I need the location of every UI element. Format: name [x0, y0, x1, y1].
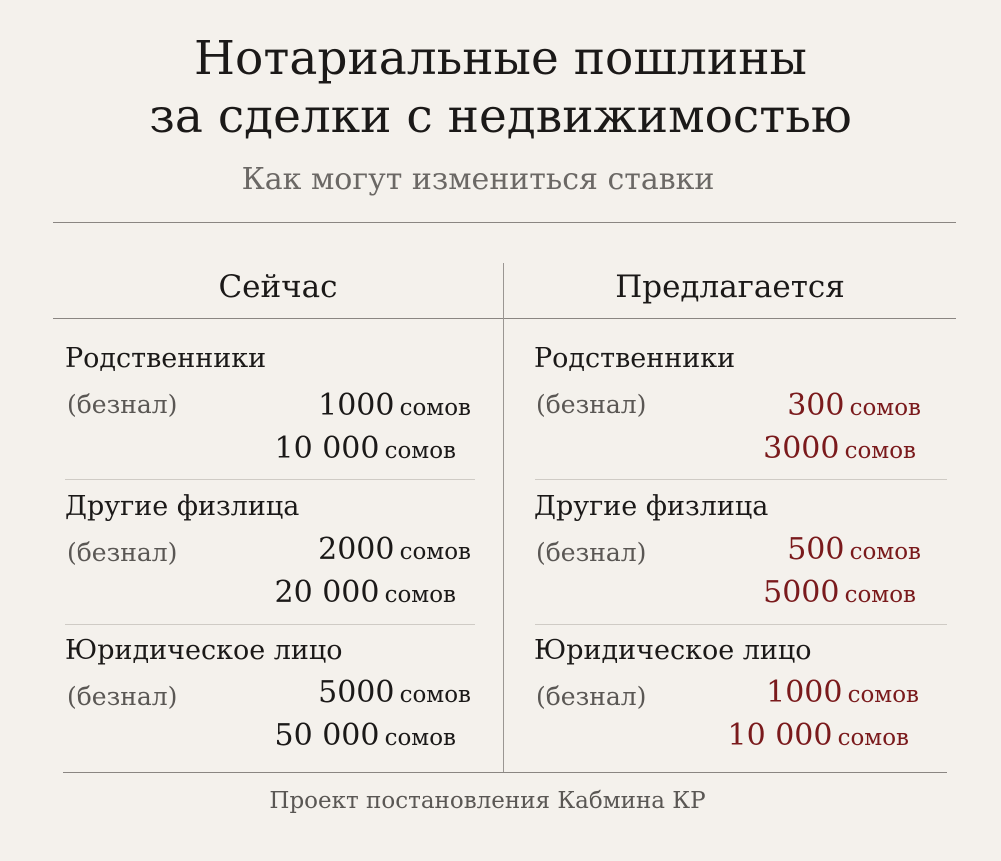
- amount-noncash: 5000 сомов: [318, 675, 471, 710]
- row-note: (безнал): [536, 390, 647, 419]
- row-note: (безнал): [67, 682, 178, 711]
- row-proposed-legal-entity: [534, 635, 954, 775]
- amount-noncash: 1000 сомов: [318, 388, 471, 423]
- row-divider: [535, 479, 947, 480]
- amount-noncash: 1000 сомов: [766, 675, 919, 710]
- column-header-proposed: Предлагается: [615, 269, 845, 305]
- row-current-relatives: [65, 343, 485, 483]
- row-note: (безнал): [536, 682, 647, 711]
- row-name: Родственники: [534, 343, 736, 374]
- amount-cash: 50 000 сомов: [274, 718, 456, 753]
- amount-cash: 10 000 сомов: [727, 718, 909, 753]
- amount-noncash: 500 сомов: [787, 532, 921, 567]
- column-divider: [503, 263, 504, 773]
- row-name: Юридическое лицо: [65, 635, 343, 666]
- row-proposed-relatives: [534, 343, 954, 483]
- row-divider: [65, 479, 475, 480]
- row-name: Другие физлица: [65, 491, 300, 522]
- row-name: Юридическое лицо: [534, 635, 812, 666]
- title-line-2: за сделки с недвижимостью: [149, 89, 852, 144]
- amount-noncash: 2000 сомов: [318, 532, 471, 567]
- amount-cash: 5000 сомов: [763, 575, 916, 610]
- subtitle: Как могут измениться ставки: [241, 162, 715, 197]
- row-divider: [535, 624, 947, 625]
- row-name: Родственники: [65, 343, 267, 374]
- row-divider: [65, 624, 475, 625]
- column-header-current: Сейчас: [218, 269, 338, 305]
- bottom-divider: [63, 772, 947, 773]
- row-current-legal-entity: [65, 635, 485, 775]
- amount-cash: 10 000 сомов: [274, 431, 456, 466]
- title-line-1: Нотариальные пошлины: [194, 31, 807, 86]
- top-divider: [53, 222, 956, 223]
- amount-noncash: 300 сомов: [787, 388, 921, 423]
- page-title: [0, 30, 1001, 146]
- amount-cash: 3000 сомов: [763, 431, 916, 466]
- row-note: (безнал): [536, 538, 647, 567]
- row-proposed-individuals: [534, 491, 954, 631]
- row-current-individuals: [65, 491, 485, 631]
- header-divider: [53, 318, 956, 319]
- amount-cash: 20 000 сомов: [274, 575, 456, 610]
- row-name: Другие физлица: [534, 491, 769, 522]
- source-note: Проект постановления Кабмина КР: [269, 788, 706, 814]
- row-note: (безнал): [67, 538, 178, 567]
- row-note: (безнал): [67, 390, 178, 419]
